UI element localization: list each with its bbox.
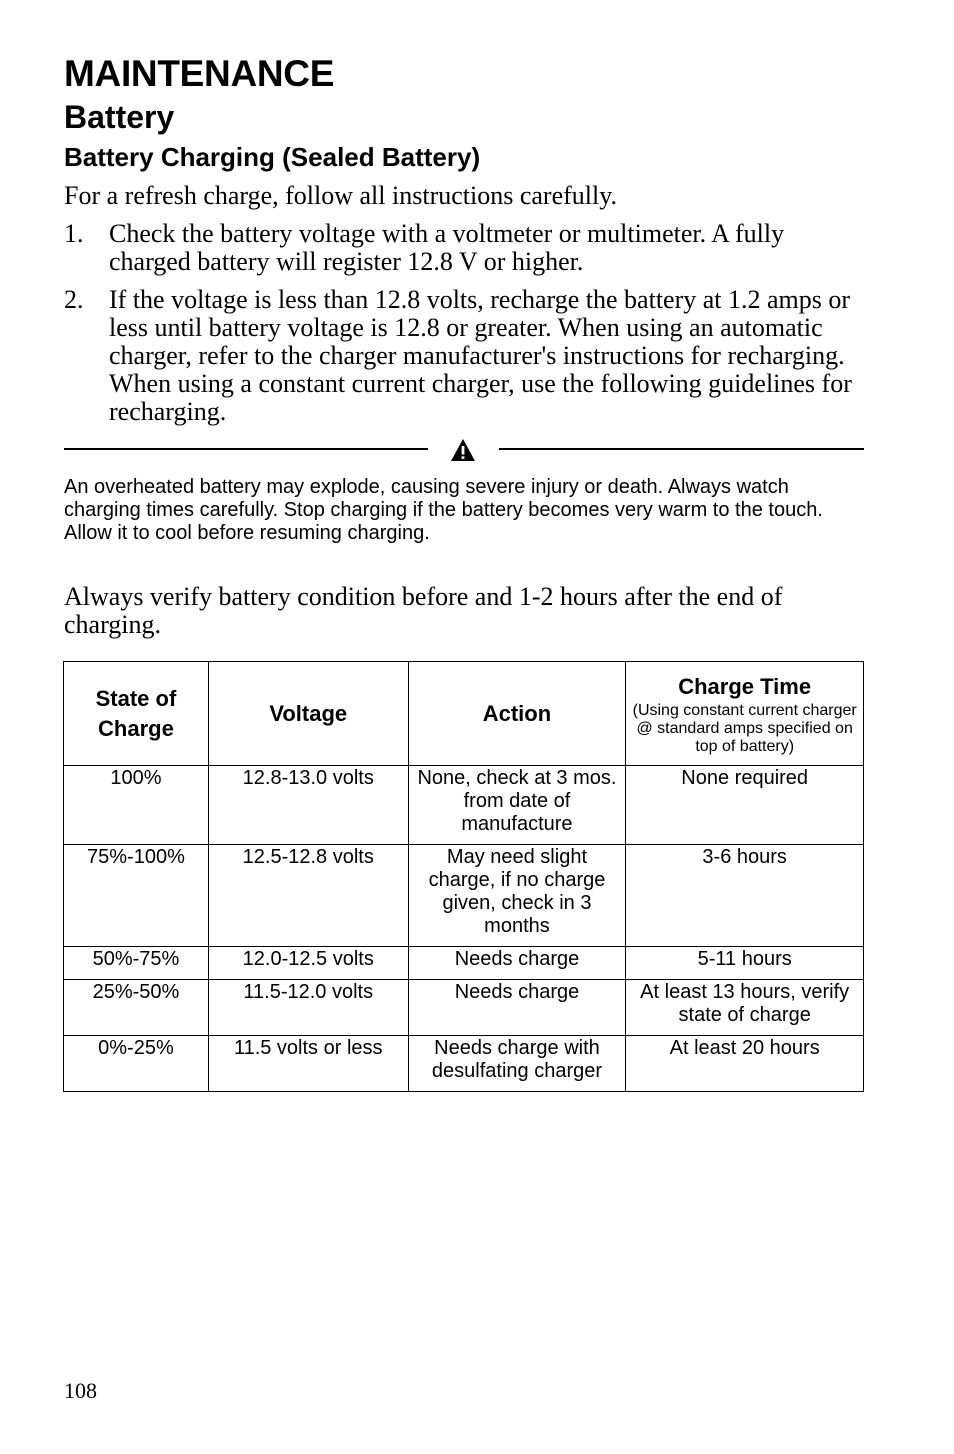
- cell-charge-time: 3-6 hours: [626, 845, 864, 947]
- table-row: [64, 1036, 864, 1092]
- step-text: If the voltage is less than 12.8 volts, recharge the battery at 1.2 amps or less until battery voltage is 12.8 or greater. When using an automatic charger, refer to the charger manufacturer's instructions for recharging. When using a constant current charger, use the following guidelines for recharging.: [109, 285, 852, 426]
- table-row: [64, 980, 864, 1036]
- cell-voltage: 11.5 volts or less: [208, 1036, 408, 1092]
- warning-triangle-icon: [450, 438, 476, 462]
- cell-action: None, check at 3 mos. from date of manufacture: [408, 766, 626, 845]
- cell-charge-time: At least 13 hours, verify state of charge: [626, 980, 864, 1036]
- charge-time-label: Charge Time: [678, 673, 812, 699]
- intro-text: For a refresh charge, follow all instructions carefully.: [64, 181, 618, 210]
- header-voltage: Voltage: [208, 662, 408, 766]
- cell-action: Needs charge: [408, 980, 626, 1036]
- page-content: [64, 52, 864, 639]
- cell-action: Needs charge with desulfating charger: [408, 1036, 626, 1092]
- verify-note: Always verify battery condition before and 1-2 hours after the end of charging.: [64, 582, 783, 639]
- step-number: 2.: [64, 285, 84, 314]
- cell-state: 25%-50%: [64, 980, 209, 1036]
- cell-state: 0%-25%: [64, 1036, 209, 1092]
- table-row: [64, 947, 864, 980]
- cell-voltage: 12.5-12.8 volts: [208, 845, 408, 947]
- table-row: [64, 766, 864, 845]
- cell-state: 75%-100%: [64, 845, 209, 947]
- step-text: Check the battery voltage with a voltmeter or multimeter. A fully charged battery will register 12.8 V or higher.: [109, 219, 785, 276]
- cell-action: May need slight charge, if no charge given, check in 3 months: [408, 845, 626, 947]
- cell-state: 100%: [64, 766, 209, 845]
- page-number: 108: [64, 1378, 97, 1403]
- table-row: [64, 845, 864, 947]
- cell-voltage: 11.5-12.0 volts: [208, 980, 408, 1036]
- header-charge-time: [626, 662, 864, 766]
- table-header-row: [64, 662, 864, 766]
- header-state-of-charge: State of Charge: [64, 662, 209, 766]
- topic-title: Battery: [64, 99, 175, 135]
- warning-divider: [64, 438, 864, 468]
- charge-time-note: (Using constant current charger @ standard amps specified on top of battery): [632, 701, 857, 755]
- cell-charge-time: 5-11 hours: [626, 947, 864, 980]
- cell-charge-time: At least 20 hours: [626, 1036, 864, 1092]
- divider-line: [64, 448, 428, 450]
- divider-line: [499, 448, 864, 450]
- cell-voltage: 12.8-13.0 volts: [208, 766, 408, 845]
- list-item: [64, 286, 864, 426]
- list-item: [64, 220, 864, 276]
- cell-voltage: 12.0-12.5 volts: [208, 947, 408, 980]
- step-number: 1.: [64, 219, 84, 248]
- instruction-list: [64, 220, 864, 426]
- charge-table: [63, 661, 864, 1092]
- section-title: MAINTENANCE: [64, 53, 335, 94]
- cell-charge-time: None required: [626, 766, 864, 845]
- warning-text: An overheated battery may explode, causing severe injury or death. Always watch charging times carefully. Stop charging if the battery becomes very warm to the touch. Allow it to cool before resuming charging.: [64, 476, 823, 544]
- header-action: Action: [408, 662, 626, 766]
- cell-action: Needs charge: [408, 947, 626, 980]
- cell-state: 50%-75%: [64, 947, 209, 980]
- subtopic-title: Battery Charging (Sealed Battery): [64, 142, 481, 172]
